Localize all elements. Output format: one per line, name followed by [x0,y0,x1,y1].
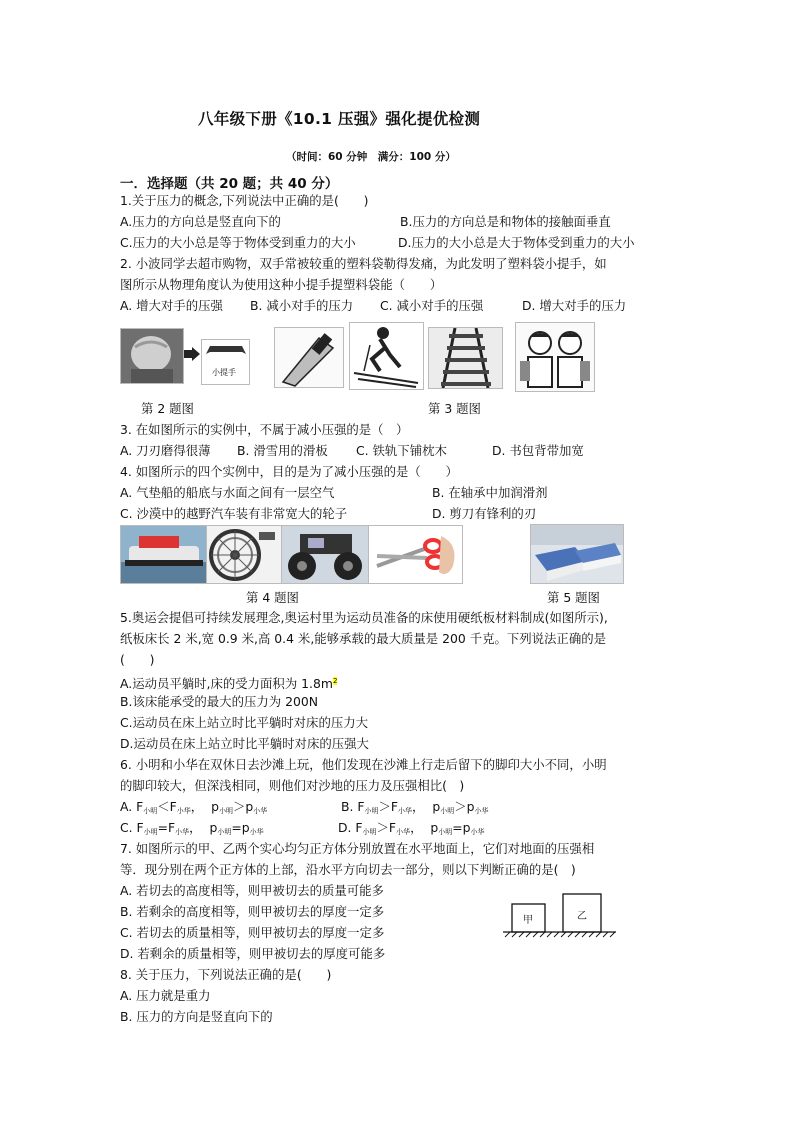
q2-option-b: B. 减小对手的压力 [250,298,354,313]
q5-option-b: B.该床能承受的最大的压力为 200N [120,694,318,709]
q6-b-rel: ＞F [378,799,399,814]
q6-d-sub2: 小华 [396,828,411,836]
q6-d-rel: ＞F [376,820,397,835]
q6-a-sub1: 小明 [143,807,158,815]
q6-option-c [120,820,264,840]
q6-c-prel: =p [231,820,250,835]
q3-option-d: D. 书包背带加宽 [492,443,584,458]
q6-a-prel: ＞p [232,799,254,814]
q5-option-a-superscript: 2 [332,677,338,685]
q6-a-comma: ， [190,799,204,814]
q6-c-rel: =F [157,820,176,835]
backpack-kids-icon [515,322,595,392]
q6-b-sub1: 小明 [364,807,379,815]
q5-option-c: C.运动员在床上站立时比平躺时对床的压力大 [120,715,369,730]
q6-c-sub2: 小华 [175,828,190,836]
q1-option-c: C.压力的大小总是等于物体受到重力的大小 [120,235,356,250]
skier-icon [349,322,424,390]
scissors-icon [368,525,463,584]
q6-option-a [120,799,267,819]
q6-d-sub3: 小明 [438,828,453,836]
cube-jia-label: 甲 [523,915,533,926]
q7-option-c: C. 若切去的质量相等，则甲被切去的厚度一定多 [120,925,385,940]
q6-a-sub3: 小明 [218,807,233,815]
section-heading: 一．选择题（共 20 题；共 40 分） [120,176,339,192]
q6-d-p: p [430,820,439,835]
q5-figure-caption: 第 5 题图 [547,590,600,605]
q3-option-c: C. 铁轨下铺枕木 [356,443,447,458]
fist-photo-icon [120,328,184,384]
q8-stem: 8. 关于压力，下列说法正确的是( ) [120,967,332,982]
q6-c-f: C. F [120,820,144,835]
q5-option-a [120,673,337,692]
monster-truck-icon [281,525,369,584]
q2-option-c: C. 减小对手的压强 [380,298,484,313]
q6-b-p: p [432,799,441,814]
q6-d-f: D. F [338,820,363,835]
q7-stem-line2: 等．现分别在两个正方体的上部，沿水平方向切去一部分，则以下判断正确的是( ) [120,862,576,877]
handle-label: 小提手 [212,368,236,377]
q5-stem-line3: ( ) [120,652,155,667]
q6-a-f: A. F [120,799,144,814]
q4-option-d: D. 剪刀有锋利的刃 [432,506,537,521]
q6-c-comma: ， [189,820,202,835]
q6-b-comma: ， [412,799,425,814]
q6-b-prel: ＞p [454,799,475,814]
q4-option-a: A. 气垫船的船底与水面之间有一层空气 [120,485,335,500]
handle-icon [201,339,250,385]
q5-stem-line1: 5.奥运会提倡可持续发展理念,奥运村里为运动员准备的床使用硬纸板材料制成(如图所示), [120,610,608,625]
q7-option-d: D. 若剩余的质量相等，则甲被切去的厚度可能多 [120,946,386,961]
q8-option-a: A. 压力就是重力 [120,988,211,1003]
q6-d-prel: =p [452,820,471,835]
q3-option-b: B. 滑雪用的滑板 [237,443,328,458]
q6-a-sub4: 小华 [253,807,268,815]
q6-stem-line1: 6. 小明和小华在双休日去沙滩上玩，他们发现在沙滩上行走后留下的脚印大小不同，小明 [120,757,607,772]
q2-stem-line2: 图所示从物理角度认为使用这种小提手提塑料袋能（ ） [120,277,443,292]
q7-stem-line1: 7. 如图所示的甲、乙两个实心均匀正方体分别放置在水平地面上，它们对地面的压强相 [120,841,595,856]
cardboard-bed-icon [530,524,624,584]
q6-b-sub3: 小明 [440,807,455,815]
arrow-right-icon [184,347,200,361]
q6-option-d [338,820,484,840]
q2-stem-line1: 2. 小波同学去超市购物，双手常被较重的塑料袋勒得发痛，为此发明了塑料袋小提手，如 [120,256,607,271]
q6-b-sub2: 小华 [398,807,413,815]
q6-a-rel: ＜F [157,799,177,814]
q6-d-comma: ， [410,820,423,835]
q4-stem: 4. 如图所示的四个实例中，目的是为了减小压强的是（ ） [120,464,458,479]
bearing-icon [206,525,282,584]
q3-stem: 3. 在如图所示的实例中，不属于减小压强的是（ ） [120,422,409,437]
q5-option-d: D.运动员在床上站立时比平躺时对床的压强大 [120,736,369,751]
q6-a-sub2: 小华 [176,807,191,815]
q4-option-c: C. 沙漠中的越野汽车装有非常宽大的轮子 [120,506,348,521]
q6-c-sub4: 小华 [249,828,264,836]
exam-meta: （时间：60 分钟 满分：100 分） [286,151,456,163]
q3-figure-caption: 第 3 题图 [428,401,481,416]
hovercraft-icon [120,525,207,584]
q6-d-sub1: 小明 [362,828,377,836]
q3-option-a: A. 刀刃磨得很薄 [120,443,211,458]
cubes-diagram [501,892,618,938]
q5-option-a-text: A.运动员平躺时,床的受力面积为 1.8m [120,676,333,691]
q5-stem-line2: 纸板床长 2 米,宽 0.9 米,高 0.4 米,能够承载的最大质量是 200 千克。下列说法正确的是 [120,631,606,646]
q2-option-a: A. 增大对手的压强 [120,298,223,313]
q6-c-sub3: 小明 [217,828,232,836]
q7-option-a: A. 若切去的高度相等，则甲被切去的质量可能多 [120,883,384,898]
page-title: 八年级下册《10.1 压强》强化提优检测 [198,110,481,128]
q1-stem: 1.关于压力的概念,下列说法中正确的是( ) [120,193,369,208]
q6-b-sub4: 小华 [474,807,489,815]
q2-figure-caption: 第 2 题图 [141,401,194,416]
q6-b-f: B. F [341,799,365,814]
q2-option-d: D. 增大对手的压力 [522,298,627,313]
q6-d-sub4: 小华 [470,828,485,836]
q6-stem-line2: 的脚印较大，但深浅相同，则他们对沙地的压力及压强相比( ) [120,778,465,793]
q1-option-b: B.压力的方向总是和物体的接触面垂直 [400,214,611,229]
q6-a-p: p [211,799,219,814]
q7-option-b: B. 若剩余的高度相等，则甲被切去的厚度一定多 [120,904,385,919]
q4-option-b: B. 在轴承中加润滑剂 [432,485,548,500]
q1-option-a: A.压力的方向总是竖直向下的 [120,214,281,229]
knife-icon [274,327,344,388]
q1-option-d: D.压力的大小总是大于物体受到重力的大小 [398,235,635,250]
q4-figure-caption: 第 4 题图 [246,590,299,605]
q6-c-p: p [209,820,218,835]
railway-icon [428,327,503,389]
q8-option-b: B. 压力的方向是竖直向下的 [120,1009,273,1024]
cube-yi-label: 乙 [577,911,587,922]
q6-c-sub1: 小明 [143,828,158,836]
q6-option-b [341,799,488,819]
